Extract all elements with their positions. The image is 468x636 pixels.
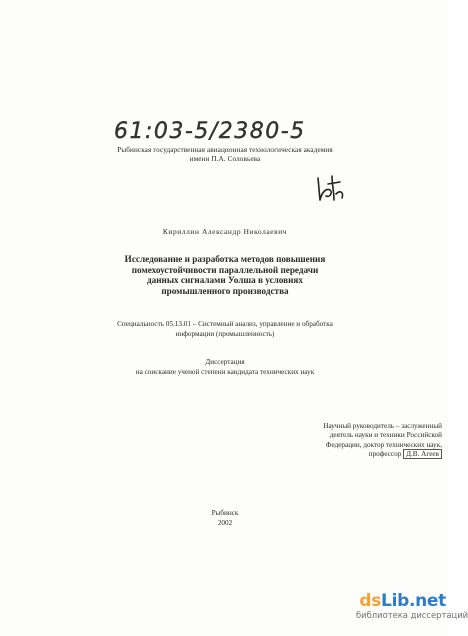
advisor-name: Д.В. Агеев xyxy=(403,449,442,459)
city: Рыбинск xyxy=(211,509,239,517)
title-line-2: помехоустойчивости параллельной передачи xyxy=(131,264,319,275)
dslib-logo xyxy=(356,592,446,610)
specialty-block xyxy=(0,320,450,339)
dissertation-title xyxy=(0,254,450,296)
specialty-line-1: Специальность 05.13.01 – Системный анализ, управление и обработка xyxy=(117,320,333,328)
logo-part-net: .net xyxy=(408,591,446,611)
watermark-subtitle: библиотека диссертаций xyxy=(356,610,468,620)
title-line-1: Исследование и разработка методов повышения xyxy=(124,254,326,264)
advisor-line-4 xyxy=(246,450,442,459)
author-name: Кириллин Александр Николаевич xyxy=(162,227,288,236)
advisor-block xyxy=(246,422,442,460)
stamp-text: 61:03-5/2380-5 xyxy=(114,119,306,144)
title-line-4: промышленного производства xyxy=(161,285,289,296)
institution-line-2: имени П.А. Соловьева xyxy=(189,155,261,163)
archive-number-stamp xyxy=(112,114,312,150)
advisor-line-1: Научный руководитель – заслуженный xyxy=(323,422,442,430)
dissertation-degree-block xyxy=(0,358,450,377)
degree-line: на соискание ученой степени кандидата технических наук xyxy=(135,367,315,376)
specialty-line-2: информации (промышленность) xyxy=(175,329,275,338)
dslib-watermark xyxy=(356,591,468,620)
advisor-line-2: деятель науки и техники Российской xyxy=(329,431,442,440)
institution-block xyxy=(0,146,450,164)
institution-line-1: Рыбинская государственная авиационная технологическая академия xyxy=(117,146,333,154)
city-year-block xyxy=(0,508,450,528)
signature xyxy=(310,170,350,210)
handwritten-number xyxy=(112,114,312,150)
advisor-rank: профессор xyxy=(368,450,402,459)
title-line-3: данных сигналами Уолша в условиях xyxy=(146,275,303,286)
signature-icon xyxy=(310,170,350,210)
dissertation-label: Диссертация xyxy=(205,358,245,366)
advisor-line-3: Федерации, доктор технических наук, xyxy=(325,440,442,449)
logo-part-lib: Lib xyxy=(381,591,409,611)
year: 2002 xyxy=(217,519,233,527)
logo-part-ds: ds xyxy=(359,591,382,611)
